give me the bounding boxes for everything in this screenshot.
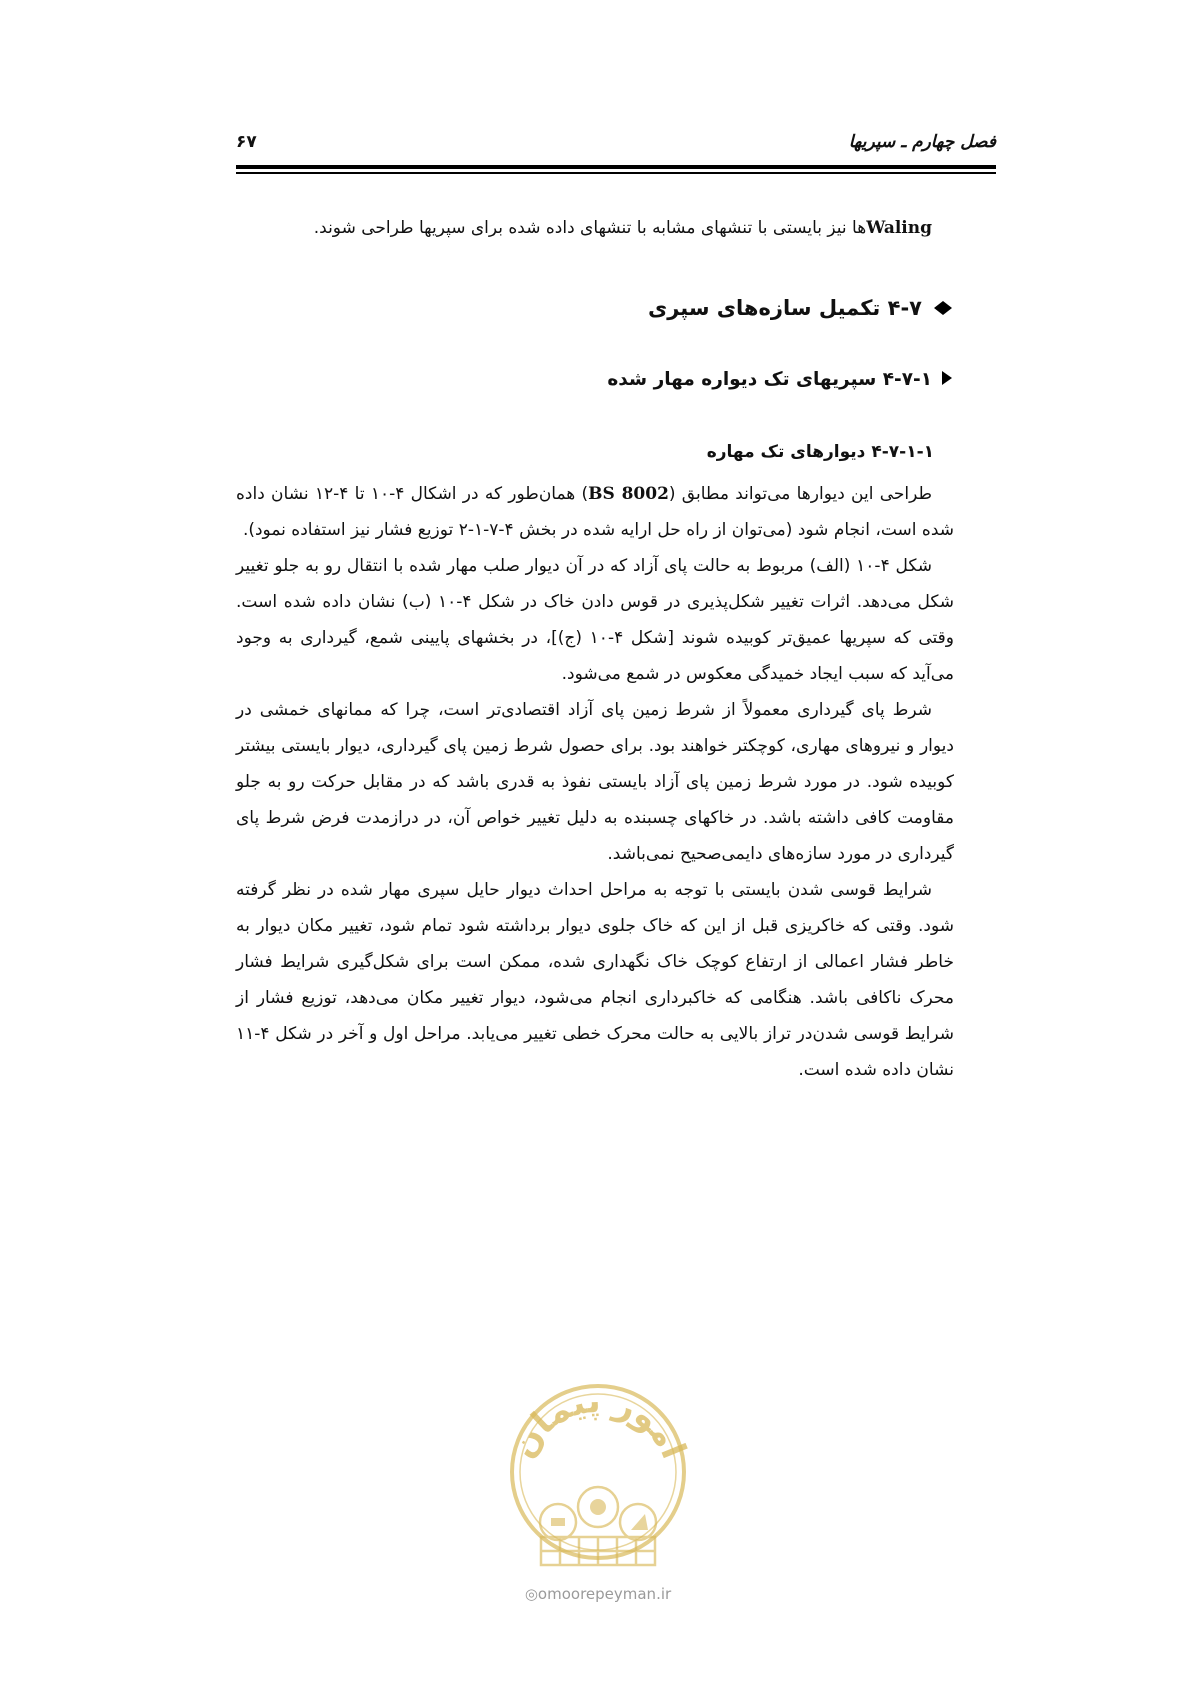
running-head (236, 128, 996, 162)
watermark-logo-text: امور پیمان (502, 1380, 694, 1465)
paragraph-1-standard: BS 8002 (588, 484, 669, 504)
paragraph-1 (236, 476, 954, 548)
triangle-icon (942, 360, 954, 400)
header-rule-thick (236, 165, 996, 169)
paragraph-2: شکل ۴-۱۰ (الف) مربوط به حالت پای آزاد که در آن دیوار صلب مهار شده با انتقال رو به جلو تغییر شکل می‌دهد. اثرات تغییر شکل‌پذیری در قوس دادن خاک در شکل ۴-۱۰ (ب) نشان داده شده است. وقتی که سپریها عمیق‌تر کوبیده شوند [شکل ۴-۱۰ (ج)]، در بخشهای پایینی شمع، گیرداری به وجود می‌آید که سبب ایجاد خمیدگی معکوس در شمع می‌شود. (236, 556, 954, 684)
subsubsection-title: ۴-۷-۱-۱ دیوارهای تک مهاره (706, 442, 934, 462)
paragraph-1-part-b: ) همان‌طور که در اشکال ۴-۱۰ تا ۴-۱۲ نشان داده شده است، انجام شود (می‌توان از راه حل ارایه شده در بخش ۴-۷-۱-۲ توزیع فشار نیز استفاده نمود). (236, 484, 954, 540)
double-triangle-icon (932, 290, 954, 330)
chapter-title: فصل چهارم ـ سپریها (848, 132, 996, 152)
section-title: ۴-۷ تکمیل سازه‌های سپری (647, 296, 922, 320)
watermark-logo (493, 1372, 703, 1582)
intro-paragraph (236, 210, 954, 246)
paragraph-4: شرایط قوسی شدن بایستی با توجه به مراحل احداث دیوار حایل سپری مهار شده در نظر گرفته شود. وقتی که خاکریزی قبل از این که خاک جلوی دیوار برداشته شود تمام شود، تغییر مکان دیوار به خاطر فشار اعمالی از ارتفاع کوچک خاک نگهداری شده، ممکن است برای شکل‌گیری شرایط فشار محرک ناکافی باشد. هنگامی که خاکبرداری انجام می‌شود، دیوار تغییر مکان می‌دهد، توزیع فشار از شرایط قوسی شدن‌در تراز بالایی به حالت محرک خطی تغییر می‌یابد. مراحل اول و آخر در شکل ۴-۱۱ نشان داده شده است. (236, 880, 954, 1080)
body-text (236, 210, 954, 1088)
subsection-heading (236, 360, 954, 400)
intro-text: ها نیز بایستی با تنشهای مشابه با تنشهای داده شده برای سپریها طراحی شوند. (313, 218, 867, 238)
page-number: ۶۷ (236, 132, 257, 152)
at-sign-icon: ◎ (524, 1585, 538, 1603)
section-heading (236, 288, 954, 330)
subsection-title: ۴-۷-۱ سپریهای تک دیواره مهار شده (607, 369, 932, 390)
watermark-url: ◎omoorepeyman.ir (524, 1585, 672, 1603)
header-rule-thin (236, 172, 996, 174)
intro-latin-term: Waling (866, 218, 932, 238)
paragraph-3: شرط پای گیرداری معمولاً از شرط زمین پای آزاد اقتصادی‌تر است، چرا که ممانهای خمشی در دیوار و نیروهای مهاری، کوچکتر خواهند بود. برای حصول شرط زمین پای گیرداری، دیوار بایستی بیشتر کوبیده شود. در مورد شرط زمین پای آزاد بایستی نفوذ به قدری باشد که در مقابل حرکت رو به جلو مقاومت کافی داشته باشد. در خاکهای چسبنده به دلیل تغییر خواص آن، در درازمدت فرض شرط پای گیرداری در مورد سازه‌های دایمی‌صحیح نمی‌باشد. (236, 700, 954, 864)
subsubsection-heading (236, 434, 954, 470)
paragraph-1-part-a: طراحی این دیوارها می‌تواند مطابق ( (668, 484, 933, 504)
